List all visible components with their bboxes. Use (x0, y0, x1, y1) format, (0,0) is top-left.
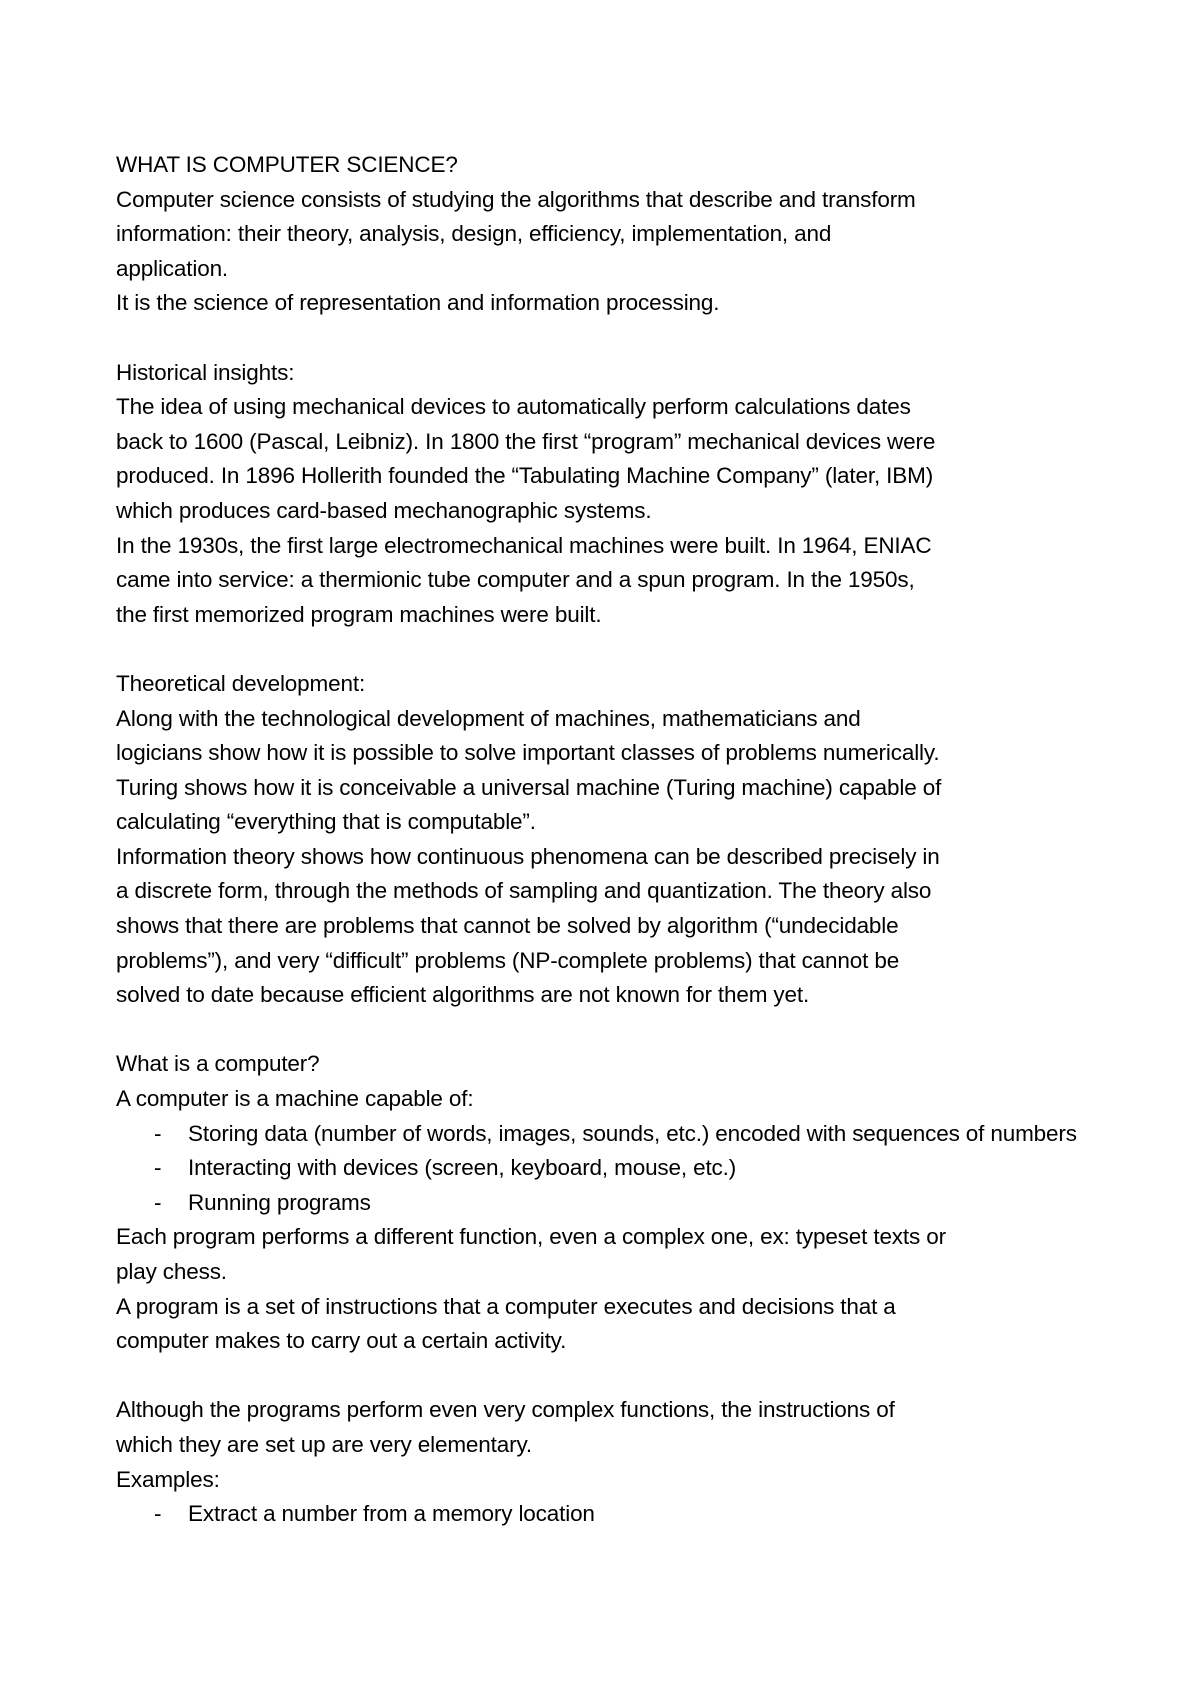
instructions-section (116, 1393, 1106, 1531)
paragraph-line: application. (116, 255, 229, 281)
section-heading: Historical insights: (116, 359, 295, 385)
paragraph-line: solved to date because efficient algorithms are not known for them yet. (116, 982, 810, 1008)
examples-list (116, 1497, 1106, 1532)
paragraph-line: It is the science of representation and information processing. (116, 290, 720, 316)
paragraph-line: Turing shows how it is conceivable a universal machine (Turing machine) capable of (116, 774, 942, 800)
blank-line (116, 321, 1106, 356)
blank-line (116, 1013, 1106, 1048)
list-item-text: Interacting with devices (screen, keyboard, mouse, etc.) (188, 1155, 737, 1181)
paragraph-line: the first memorized program machines were built. (116, 601, 602, 627)
document-page (116, 148, 1106, 1532)
theory-section (116, 667, 1106, 1013)
list-item (116, 1151, 1106, 1186)
intro-section (116, 148, 1106, 321)
paragraph-line: produced. In 1896 Hollerith founded the “Tabulating Machine Company” (later, IBM) (116, 463, 934, 489)
paragraph-line: Computer science consists of studying the algorithms that describe and transform (116, 186, 916, 212)
document-title: WHAT IS COMPUTER SCIENCE? (116, 152, 458, 177)
paragraph-line: A program is a set of instructions that a computer executes and decisions that a (116, 1293, 896, 1319)
paragraph-line: back to 1600 (Pascal, Leibniz). In 1800 the first “program” mechanical devices were (116, 428, 936, 454)
blank-line (116, 1359, 1106, 1394)
paragraph-line: Although the programs perform even very complex functions, the instructions of (116, 1397, 895, 1423)
list-item-text: Running programs (188, 1189, 371, 1215)
list-item-text: Storing data (number of words, images, sounds, etc.) encoded with sequences of numbers (188, 1120, 1077, 1146)
paragraph-line: came into service: a thermionic tube computer and a spun program. In the 1950s, (116, 567, 915, 593)
paragraph-line: information: their theory, analysis, design, efficiency, implementation, and (116, 221, 832, 247)
paragraph-line: A computer is a machine capable of: (116, 1086, 474, 1112)
computer-section (116, 1047, 1106, 1358)
paragraph-line: The idea of using mechanical devices to automatically perform calculations dates (116, 394, 911, 420)
dash-bullet-icon: - (154, 1501, 162, 1527)
list-item-text: Extract a number from a memory location (188, 1501, 595, 1527)
paragraph-line: calculating “everything that is computable”. (116, 809, 536, 835)
list-item (116, 1117, 1106, 1152)
paragraph-line: which they are set up are very elementary. (116, 1431, 532, 1457)
paragraph-line: problems”), and very “difficult” problems (NP-complete problems) that cannot be (116, 947, 900, 973)
paragraph-line: play chess. (116, 1259, 227, 1284)
blank-line (116, 632, 1106, 667)
paragraph-line: In the 1930s, the first large electromechanical machines were built. In 1964, ENIAC (116, 532, 932, 558)
paragraph-line: Along with the technological development of machines, mathematicians and (116, 705, 861, 731)
paragraph-line: a discrete form, through the methods of sampling and quantization. The theory also (116, 878, 932, 904)
history-section (116, 356, 1106, 633)
paragraph-line: logicians show how it is possible to solve important classes of problems numerically. (116, 740, 940, 766)
paragraph-line: which produces card-based mechanographic systems. (116, 497, 652, 523)
dash-bullet-icon: - (154, 1189, 162, 1215)
list-item (116, 1497, 1106, 1532)
list-item (116, 1186, 1106, 1221)
section-heading: Theoretical development: (116, 670, 366, 696)
dash-bullet-icon: - (154, 1120, 162, 1146)
examples-label: Examples: (116, 1466, 220, 1492)
paragraph-line: Information theory shows how continuous phenomena can be described precisely in (116, 843, 940, 869)
capabilities-list (116, 1117, 1106, 1221)
section-heading: What is a computer? (116, 1051, 320, 1077)
paragraph-line: computer makes to carry out a certain activity. (116, 1328, 567, 1354)
paragraph-line: shows that there are problems that cannot be solved by algorithm (“undecidable (116, 913, 899, 939)
dash-bullet-icon: - (154, 1155, 162, 1181)
paragraph-line: Each program performs a different function, even a complex one, ex: typeset texts or (116, 1224, 946, 1250)
